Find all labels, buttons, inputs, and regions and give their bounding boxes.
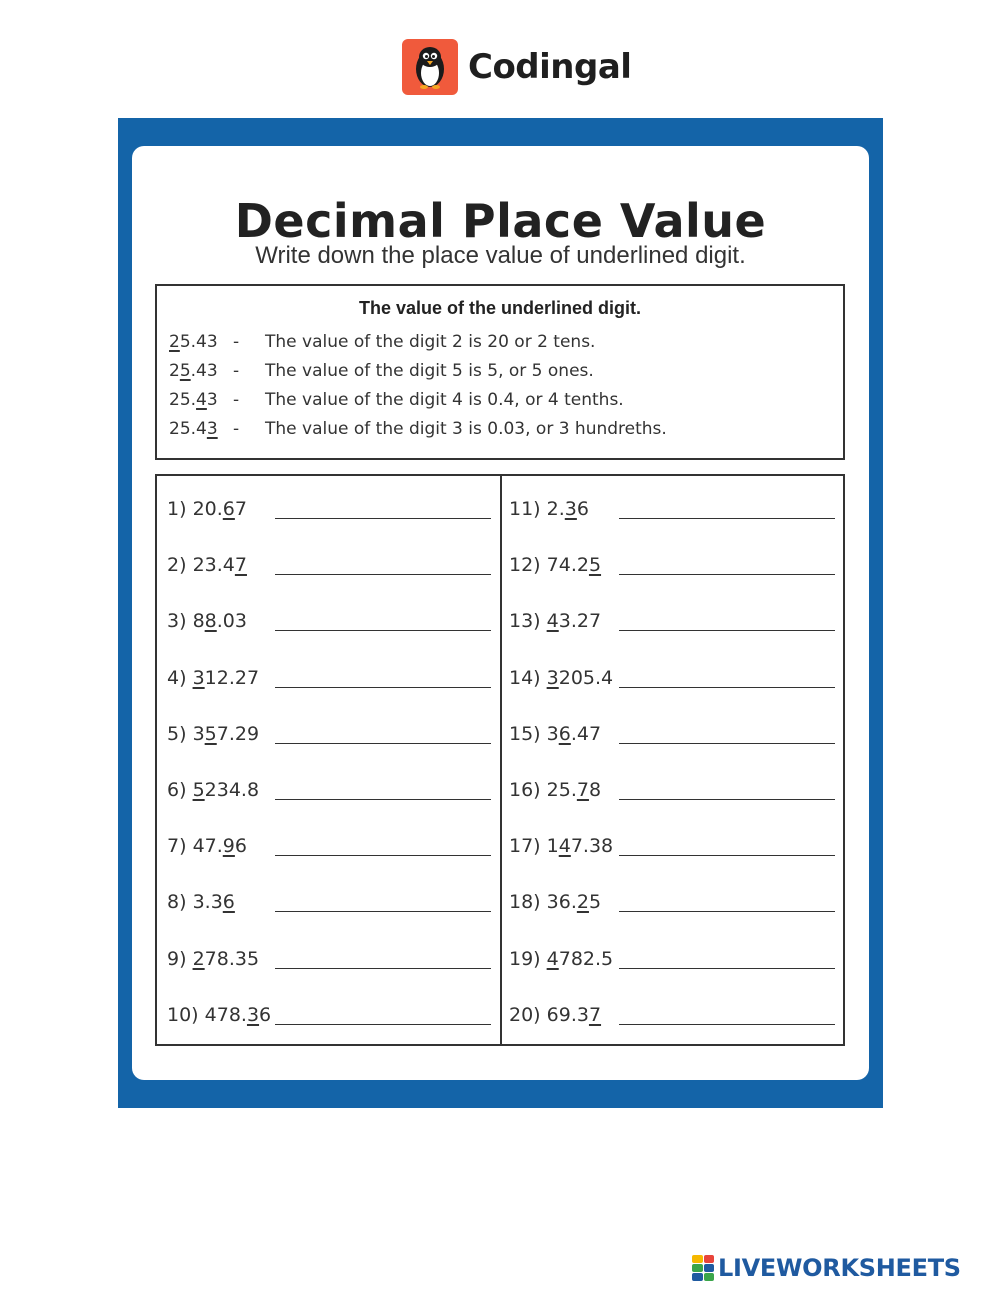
underlined-digit: 3 bbox=[564, 498, 577, 520]
worksheet-frame bbox=[118, 118, 883, 1108]
underlined-digit: 6 bbox=[558, 722, 571, 745]
question-number: 7) bbox=[167, 835, 187, 858]
question-item bbox=[509, 827, 613, 857]
example-box bbox=[155, 284, 845, 460]
question-item bbox=[167, 602, 247, 632]
question-item bbox=[167, 546, 247, 576]
answer-blank[interactable] bbox=[275, 855, 491, 856]
question-number: 11) bbox=[509, 498, 541, 520]
question-item bbox=[509, 715, 601, 745]
question-value-post: .47 bbox=[570, 722, 602, 745]
answer-blank[interactable] bbox=[275, 911, 491, 912]
question-number: 1) bbox=[167, 498, 187, 520]
question-label bbox=[167, 891, 235, 913]
question-item bbox=[167, 883, 235, 913]
question-item bbox=[167, 771, 259, 801]
answer-blank[interactable] bbox=[619, 687, 835, 688]
question-value-pre: 2. bbox=[546, 498, 565, 520]
question-value-post: 7 bbox=[234, 498, 247, 520]
question-value-post: 6 bbox=[234, 835, 247, 858]
liveworksheets-footer bbox=[692, 1254, 961, 1282]
question-number: 12) bbox=[509, 554, 541, 577]
example-heading: The value of the underlined digit. bbox=[358, 298, 641, 318]
question-value-pre: 69.3 bbox=[546, 1003, 589, 1026]
question-value-pre: 3 bbox=[546, 722, 559, 745]
example-number bbox=[169, 332, 233, 358]
question-label bbox=[167, 554, 247, 576]
underlined-digit: 5 bbox=[179, 361, 191, 381]
question-label bbox=[509, 835, 613, 857]
question-value-pre: 3.3 bbox=[192, 891, 223, 914]
example-explanation: The value of the digit 2 is 20 or 2 tens. bbox=[265, 332, 596, 352]
worksheet-card bbox=[132, 146, 869, 1080]
question-label bbox=[509, 948, 613, 970]
underlined-digit: 2 bbox=[169, 332, 180, 352]
example-row bbox=[169, 332, 595, 358]
underlined-digit: 4 bbox=[546, 947, 559, 970]
question-value-pre: 25. bbox=[546, 779, 577, 801]
example-number-post: 5.43 bbox=[179, 332, 218, 352]
example-number bbox=[169, 361, 233, 387]
question-value-pre: 36. bbox=[546, 891, 577, 914]
questions-grid bbox=[155, 474, 845, 1046]
question-number: 9) bbox=[167, 947, 187, 970]
question-label bbox=[509, 891, 601, 913]
example-dash: - bbox=[233, 390, 240, 410]
underlined-digit: 5 bbox=[204, 722, 217, 745]
example-row bbox=[169, 419, 667, 445]
underlined-digit: 5 bbox=[588, 554, 602, 577]
underlined-digit: 3 bbox=[546, 666, 559, 689]
question-item bbox=[509, 883, 601, 913]
question-label bbox=[167, 667, 259, 689]
example-dash: - bbox=[233, 361, 240, 381]
question-number: 4) bbox=[167, 666, 187, 689]
example-number-pre: 25. bbox=[169, 390, 197, 410]
question-item bbox=[509, 602, 601, 632]
liveworksheets-logo-icon bbox=[692, 1255, 714, 1281]
answer-blank[interactable] bbox=[619, 855, 835, 856]
underlined-digit: 6 bbox=[222, 498, 235, 520]
underlined-digit: 3 bbox=[192, 666, 205, 689]
underlined-digit: 4 bbox=[558, 835, 571, 858]
answer-blank[interactable] bbox=[619, 1024, 835, 1025]
question-number: 3) bbox=[167, 610, 187, 633]
question-label bbox=[509, 1004, 601, 1026]
answer-blank[interactable] bbox=[275, 799, 491, 800]
underlined-digit: 8 bbox=[204, 610, 217, 633]
question-item bbox=[509, 490, 589, 520]
underlined-digit: 7 bbox=[234, 554, 247, 577]
question-label bbox=[167, 723, 259, 745]
question-number: 8) bbox=[167, 891, 187, 914]
question-value-post: 7.29 bbox=[216, 722, 260, 745]
question-number: 14) bbox=[509, 666, 541, 689]
answer-blank[interactable] bbox=[619, 799, 835, 800]
question-number: 13) bbox=[509, 610, 541, 633]
question-label bbox=[509, 610, 601, 632]
question-value-post: 3.27 bbox=[558, 610, 602, 633]
question-value-post: 205.4 bbox=[558, 666, 614, 689]
question-item bbox=[509, 659, 613, 689]
example-number-pre: 25.4 bbox=[169, 419, 207, 439]
underlined-digit: 4 bbox=[546, 610, 559, 633]
example-number bbox=[169, 419, 233, 445]
answer-blank[interactable] bbox=[275, 574, 491, 575]
answer-blank[interactable] bbox=[619, 968, 835, 969]
question-number: 17) bbox=[509, 835, 541, 858]
answer-blank[interactable] bbox=[619, 743, 835, 744]
question-number: 15) bbox=[509, 722, 541, 745]
question-label bbox=[167, 948, 259, 970]
underlined-digit: 6 bbox=[222, 891, 235, 914]
column-divider bbox=[500, 476, 502, 1044]
question-value-pre: 3 bbox=[192, 722, 205, 745]
brand-name: Codingal bbox=[468, 47, 632, 87]
question-item bbox=[167, 659, 259, 689]
question-value-pre: 23.4 bbox=[192, 554, 235, 577]
underlined-digit: 5 bbox=[192, 779, 205, 801]
question-item bbox=[509, 546, 601, 576]
example-number-post: .43 bbox=[190, 361, 218, 381]
question-number: 6) bbox=[167, 779, 187, 801]
question-value-post: 7.38 bbox=[570, 835, 614, 858]
underlined-digit: 2 bbox=[576, 891, 589, 914]
example-explanation: The value of the digit 3 is 0.03, or 3 hundreths. bbox=[265, 419, 667, 439]
underlined-digit: 7 bbox=[588, 1003, 602, 1026]
question-item bbox=[167, 715, 259, 745]
question-value-pre: 74.2 bbox=[546, 554, 589, 577]
answer-blank[interactable] bbox=[275, 743, 491, 744]
question-item bbox=[167, 490, 247, 520]
question-label bbox=[167, 835, 247, 857]
question-label bbox=[509, 498, 589, 520]
answer-blank[interactable] bbox=[619, 518, 835, 519]
question-value-pre: 8 bbox=[192, 610, 205, 633]
question-label bbox=[509, 779, 601, 801]
question-label bbox=[167, 779, 259, 801]
question-number: 19) bbox=[509, 947, 541, 970]
question-label bbox=[167, 498, 247, 520]
example-dash: - bbox=[233, 332, 240, 352]
answer-blank[interactable] bbox=[619, 574, 835, 575]
question-item bbox=[167, 940, 259, 970]
example-number bbox=[169, 390, 233, 416]
question-value-pre: 20. bbox=[192, 498, 223, 520]
question-label bbox=[509, 554, 601, 576]
example-row bbox=[169, 361, 594, 387]
example-row bbox=[169, 390, 624, 416]
question-value-pre: 478. bbox=[204, 1003, 247, 1026]
penguin-logo-icon bbox=[402, 39, 458, 95]
question-label bbox=[167, 610, 247, 632]
answer-blank[interactable] bbox=[275, 630, 491, 631]
question-value-pre: 47. bbox=[192, 835, 223, 858]
answer-blank[interactable] bbox=[275, 518, 491, 519]
underlined-digit: 9 bbox=[222, 835, 235, 858]
example-explanation: The value of the digit 4 is 0.4, or 4 tenths. bbox=[265, 390, 624, 410]
question-item bbox=[167, 996, 271, 1026]
underlined-digit: 2 bbox=[192, 947, 205, 970]
question-value-post: 5 bbox=[588, 891, 602, 914]
worksheet-instruction: Write down the place value of underlined digit. bbox=[255, 242, 746, 269]
question-value-post: 234.8 bbox=[204, 779, 260, 801]
underlined-digit: 3 bbox=[246, 1003, 260, 1026]
question-number: 16) bbox=[509, 779, 541, 801]
underlined-digit: 3 bbox=[206, 419, 218, 439]
question-number: 18) bbox=[509, 891, 541, 914]
answer-blank[interactable] bbox=[619, 911, 835, 912]
answer-blank[interactable] bbox=[275, 687, 491, 688]
question-item bbox=[167, 827, 247, 857]
question-number: 2) bbox=[167, 554, 187, 577]
example-number-post: 3 bbox=[206, 390, 218, 410]
example-dash: - bbox=[233, 419, 240, 439]
question-item bbox=[509, 940, 613, 970]
question-value-post: 782.5 bbox=[558, 947, 614, 970]
example-explanation: The value of the digit 5 is 5, or 5 ones. bbox=[265, 361, 594, 381]
question-label bbox=[509, 723, 601, 745]
question-value-post: 6 bbox=[576, 498, 589, 520]
question-value-post: 78.35 bbox=[204, 947, 260, 970]
question-number: 20) bbox=[509, 1003, 541, 1026]
answer-blank[interactable] bbox=[619, 630, 835, 631]
codingal-brand bbox=[402, 38, 631, 96]
answer-blank[interactable] bbox=[275, 968, 491, 969]
underlined-digit: 4 bbox=[196, 390, 207, 410]
example-number-pre: 2 bbox=[169, 361, 180, 381]
underlined-digit: 7 bbox=[576, 779, 589, 801]
question-label bbox=[509, 667, 613, 689]
question-value-post: 6 bbox=[259, 1003, 272, 1026]
question-value-post: 8 bbox=[588, 779, 602, 801]
question-value-pre: 1 bbox=[546, 835, 559, 858]
answer-blank[interactable] bbox=[275, 1024, 491, 1025]
liveworksheets-brand: LIVEWORKSHEETS bbox=[718, 1254, 961, 1282]
question-item bbox=[509, 771, 601, 801]
worksheet-title: Decimal Place Value bbox=[234, 194, 767, 248]
question-value-post: .03 bbox=[216, 610, 247, 633]
question-item bbox=[509, 996, 601, 1026]
question-label bbox=[167, 1004, 271, 1026]
question-number: 5) bbox=[167, 722, 187, 745]
question-value-post: 12.27 bbox=[204, 666, 260, 689]
question-number: 10) bbox=[167, 1003, 199, 1026]
